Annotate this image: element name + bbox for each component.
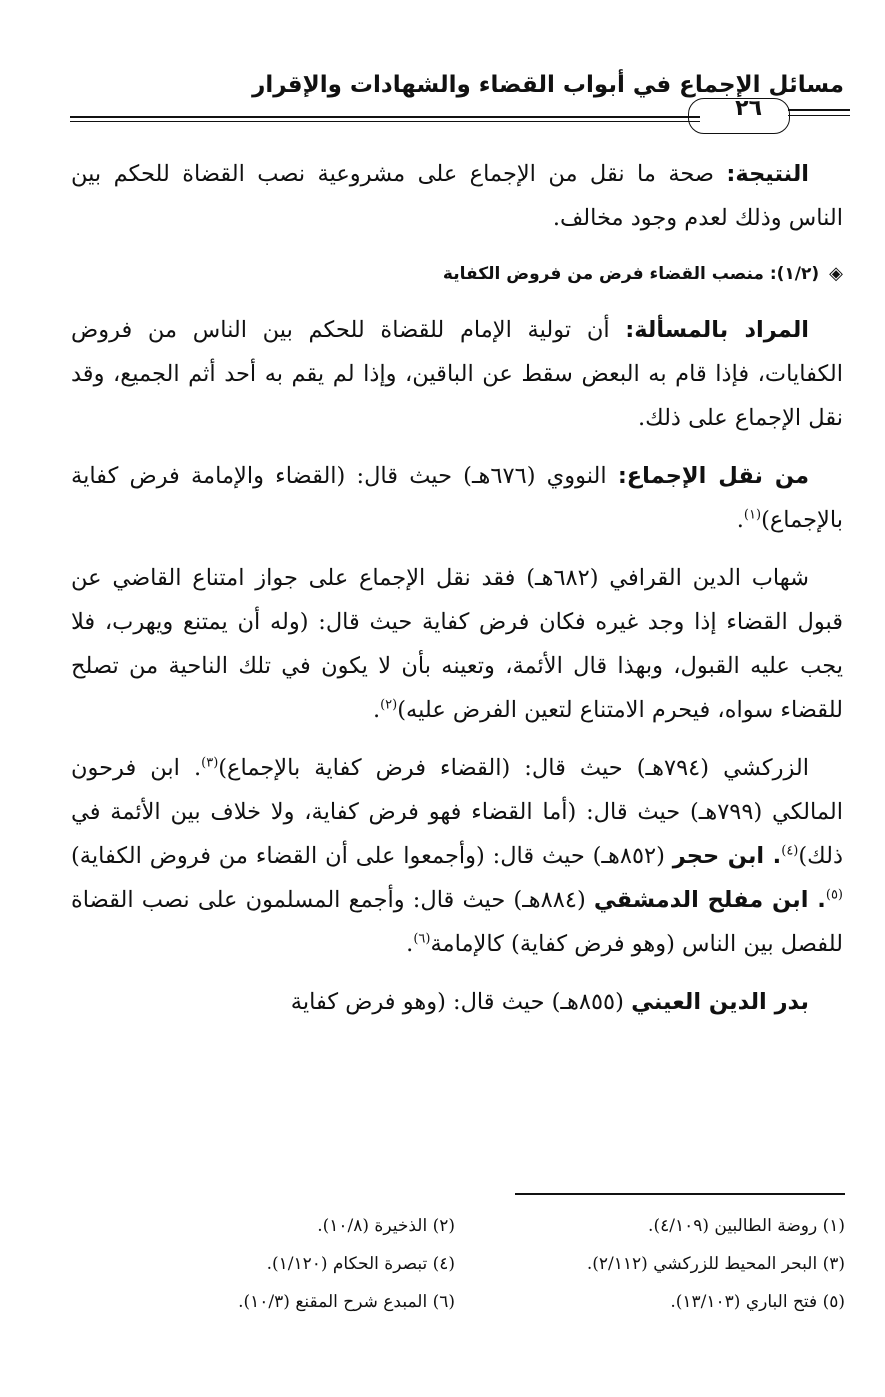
footnote-separator bbox=[515, 1193, 845, 1195]
zarkashi-text: الزركشي (٧٩٤هـ) حيث قال: (القضاء فرض كفاية بالإجماع) bbox=[218, 755, 810, 781]
footnote-6: (٦) المبدع شرح المقنع (١٠/٣). bbox=[238, 1292, 455, 1312]
ayni-text: (٨٥٥هـ) حيث قال: (وهو فرض كفاية bbox=[290, 989, 632, 1015]
section-heading bbox=[71, 254, 843, 294]
ibn-hajar-name: . ابن حجر bbox=[672, 843, 782, 869]
page-number: ٢٦ bbox=[735, 96, 762, 121]
footnote-row bbox=[65, 1245, 845, 1283]
footnote-ref-6: (٦) bbox=[413, 931, 431, 947]
paragraph-scholars bbox=[71, 746, 843, 966]
paragraph-transmitters bbox=[71, 454, 843, 542]
header-rule-thin bbox=[70, 121, 700, 122]
footnote-ref-3: (٣) bbox=[201, 755, 219, 771]
header-rule bbox=[70, 116, 700, 118]
footnote-ref-5: (٥) bbox=[825, 887, 843, 903]
footnote-2: (٢) الذخيرة (١٠/٨). bbox=[317, 1216, 455, 1236]
ibn-muflih-name: . ابن مفلح الدمشقي bbox=[593, 887, 826, 913]
section-heading-text: (١/٢): منصب القضاء فرض من فروض الكفاية bbox=[442, 264, 820, 284]
footnote-ref-4: (٤) bbox=[781, 843, 799, 859]
ibn-farhun-text: . ابن فرحون المالكي (٧٩٩هـ) حيث قال: (أما القضاء فهو فرض كفاية، ولا خلاف بين الأئمة في ذلك) bbox=[71, 755, 843, 869]
footnote-row bbox=[65, 1283, 845, 1321]
diamond-bullet-icon: ◈ bbox=[829, 263, 843, 284]
footnote-5: (٥) فتح الباري (١٣/١٠٣). bbox=[670, 1292, 845, 1312]
ayni-name: بدر الدين العيني bbox=[631, 989, 809, 1015]
result-label: النتيجة: bbox=[726, 161, 809, 187]
footnote-1: (١) روضة الطالبين (٤/١٠٩). bbox=[648, 1216, 845, 1236]
paragraph-result bbox=[71, 152, 843, 240]
sentence-end: . bbox=[736, 507, 744, 533]
ibn-muflih-text: (٨٨٤هـ) حيث قال: وأجمع المسلمون على نصب القضاة للفصل بين الناس (وهو فرض كفاية) كالإمامة bbox=[71, 887, 843, 957]
transmitters-label: من نقل الإجماع: bbox=[617, 463, 809, 489]
ibn-hajar-text: (٨٥٢هـ) حيث قال: (وأجمعوا على أن القضاء من فروض الكفاية) bbox=[71, 843, 673, 869]
footnote-4: (٤) تبصرة الحكام (١/١٢٠). bbox=[266, 1254, 455, 1274]
sentence-end: . bbox=[406, 931, 414, 957]
footnote-row bbox=[65, 1207, 845, 1245]
header-ornament-line bbox=[788, 109, 850, 111]
header-ornament-line-thin bbox=[788, 115, 850, 116]
qarafi-text: شهاب الدين القرافي (٦٨٢هـ) فقد نقل الإجماع على جواز امتناع القاضي عن قبول القضاء إذا وجد غيره فكان فرض كفاية حيث قال: (وله أن يمتنع ويهرب، فلا يجب عليه القبول، وبهذا قال الأئمة، وتعينه بأن لا يكون في تلك الناحية من تصلح للقضاء سواه، فيحرم الامتناع لتعين الفرض عليه) bbox=[71, 565, 843, 723]
paragraph-qarafi bbox=[71, 556, 843, 732]
footnote-3: (٣) البحر المحيط للزركشي (٢/١١٢). bbox=[586, 1254, 845, 1274]
meaning-label: المراد بالمسألة: bbox=[625, 317, 810, 343]
paragraph-ayni bbox=[71, 980, 843, 1024]
paragraph-meaning bbox=[71, 308, 843, 440]
footnote-ref-1: (١) bbox=[743, 507, 762, 523]
result-text: صحة ما نقل من الإجماع على مشروعية نصب القضاة للحكم بين الناس وذلك لعدم وجود مخالف. bbox=[71, 161, 843, 231]
footnote-ref-2: (٢) bbox=[380, 697, 398, 713]
running-title: مسائل الإجماع في أبواب القضاء والشهادات والإقرار bbox=[252, 72, 844, 98]
page-header bbox=[70, 62, 850, 132]
footnotes bbox=[65, 1207, 845, 1321]
sentence-end: . bbox=[372, 697, 381, 723]
main-text bbox=[71, 152, 843, 1038]
meaning-text: أن تولية الإمام للقضاة للحكم بين الناس من فروض الكفايات، فإذا قام به البعض سقط عن الباقين، وإذا لم يقم به أحد أثم الجميع، وقد نقل الإجماع على ذلك. bbox=[71, 317, 843, 431]
nawawi-text: النووي (٦٧٦هـ) حيث قال: (القضاء والإمامة فرض كفاية بالإجماع) bbox=[71, 463, 843, 533]
